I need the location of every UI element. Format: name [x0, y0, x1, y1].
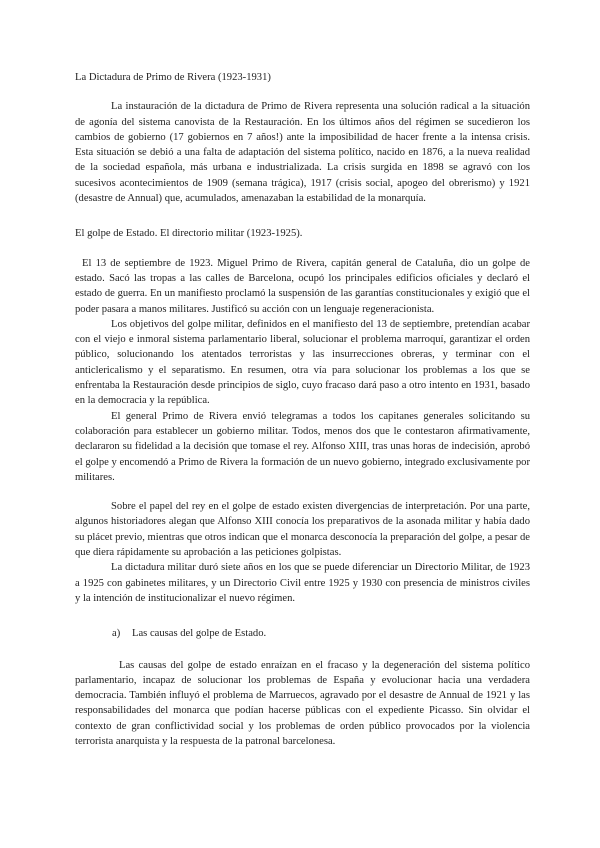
section-heading-golpe: El golpe de Estado. El directorio militar (1923-1925). [75, 228, 303, 240]
document-page [75, 70, 530, 749]
paragraph-objetivos: Los objetivos del golpe militar, definidos en el manifiesto del 13 de septiembre, pretendían acabar con el viejo e inmoral sistema parlamentario liberal, solucionar el problema marroquí, garantizar el orden público, solucionando los atentados terroristas y las insurrecciones obreras, y terminar con el anticlericalismo y el separatismo. En resumen, otra vía para solucionar los problemas a los que se enfrentaba la Restauración desde principios de siglo, cuyo fracaso dará paso a otro intento en 1931, basado en la democracia y la república. [75, 318, 530, 407]
section-heading-causas-text: Las causas del golpe de Estado. [132, 628, 267, 640]
paragraph-telegramas: El general Primo de Rivera envió telegramas a todos los capitanes generales solicitando su colaboración para establecer un gobierno militar. Todos, menos dos que le contestaron afirmativamente, declararon su fidelidad a la decisión que tomase el rey. Alfonso XIII, tras unas horas de indecisión, aprobó el golpe y encomendó a Primo de Rivera la formación de un nuevo gobierno, integrado exclusivamente por militares. [75, 410, 530, 483]
paragraph-causas: Las causas del golpe de estado enraízan en el fracaso y la degeneración del sistema político parlamentario, incapaz de solucionar los problemas de España y evolucionar hacia una verdadera democracia. También influyó el problema de Marruecos, agravado por el desastre de Annual de 1921 y las responsabilidades del monarca que podían hacerse públicas con el expediente Picasso. Sin olvidar el contexto de gran conflictividad social y los problemas de orden público provocados por la violencia terrorista anarquista y la respuesta de la patronal barcelonesa. [75, 659, 530, 747]
intro-paragraph: La instauración de la dictadura de Primo de Rivera representa una solución radical a la situación de agonía del sistema canovista de la Restauración. En los últimos años del régimen se sucedieron los cambios de gobierno (17 gobiernos en 7 años!) ante la imposibilidad de hacer frente a la intensa crisis. Esta situación se debió a una falta de adaptación del sistema político, nacido en 1876, a la nueva realidad de la sociedad española, más urbana e industrializada. La crisis surgida en 1898 se agravó con los sucesivos acontecimientos de 1909 (semana trágica), 1917 (crisis social, apogeo del obrerismo) y 1921 (desastre de Annual) que, acumulados, amenazaban la estabilidad de la monarquía. [75, 101, 530, 205]
paragraph-13-septiembre: El 13 de septiembre de 1923. Miguel Primo de Rivera, capitán general de Cataluña, dio un golpe de estado. Sacó las tropas a las calles de Barcelona, ocupó los principales edificios oficiales y declaró el estado de guerra. En un manifiesto proclamó la suspensión de las garantías constitucionales y exigió que el poder pasara a manos militares. Justificó su acción con un lenguaje regeneracionista. [75, 257, 530, 315]
list-marker: a) [112, 628, 121, 640]
paragraph-papel-rey: Sobre el papel del rey en el golpe de estado existen divergencias de interpretación. Por una parte, algunos historiadores alegan que Alfonso XIII conocía los preparativos de la asonada militar y había dado su plácet previo, mientras que otros indican que el monarca desconocía la preparación del golpe, a pesar de que diera rápidamente su aprobación a las peticiones golpistas. [75, 501, 530, 559]
section-heading-causas [75, 626, 530, 641]
document-title: La Dictadura de Primo de Rivera (1923-1931) [75, 72, 271, 83]
paragraph-duracion: La dictadura militar duró siete años en los que se puede diferenciar un Directorio Militar, de 1923 a 1925 con gabinetes militares, y un Directorio Civil entre 1925 y 1930 con presencia de ministros civiles y la intención de institucionalizar el nuevo régimen. [75, 562, 530, 604]
